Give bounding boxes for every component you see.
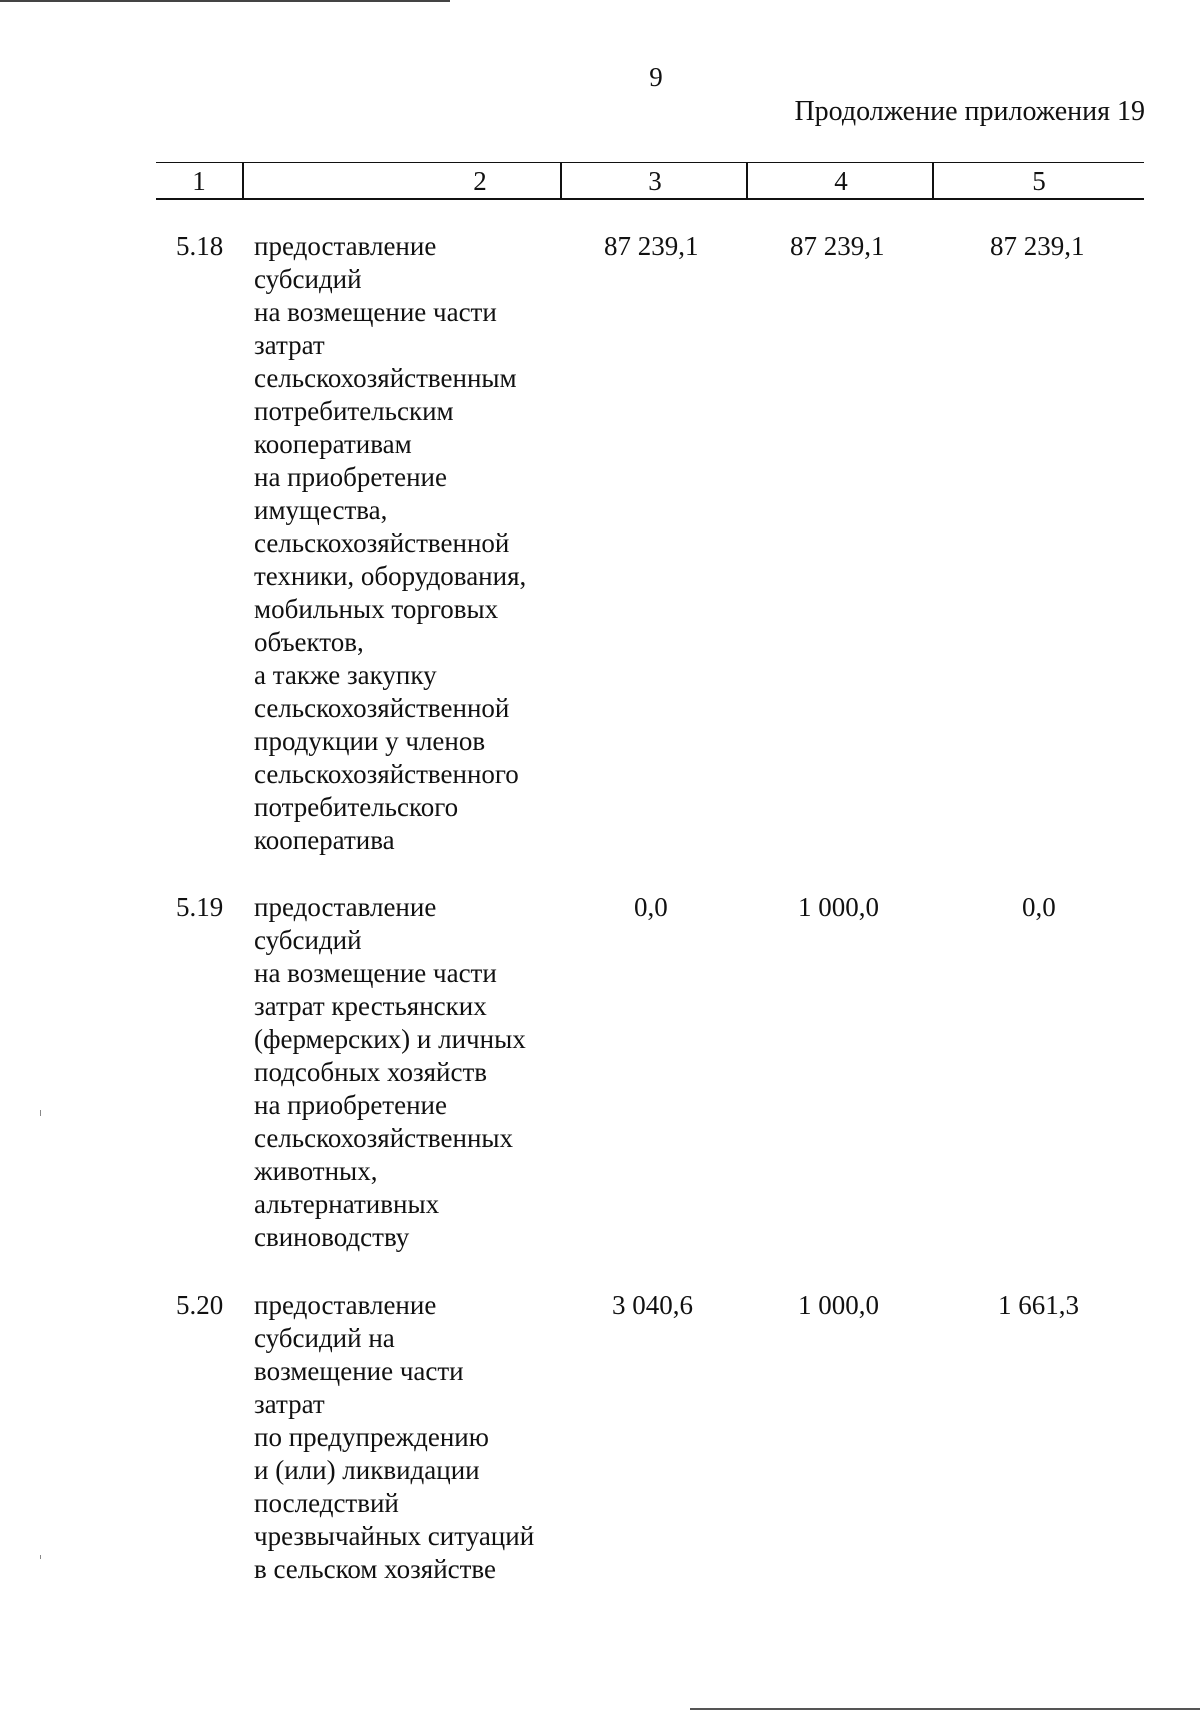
description-line: подсобных хозяйств	[254, 1057, 488, 1087]
description-line: сельскохозяйственной	[254, 528, 510, 558]
description-line: затрат крестьянских	[254, 991, 487, 1021]
row-number: 5.20	[176, 1290, 224, 1320]
description-line: по предупреждению	[254, 1422, 489, 1452]
description-line: сельскохозяйственного	[254, 759, 519, 789]
description-line: потребительского	[254, 792, 459, 822]
description-line: предоставление	[254, 231, 437, 261]
table-header-cell: 2	[473, 166, 487, 196]
description-line: кооператива	[254, 825, 395, 855]
description-line: предоставление	[254, 892, 437, 922]
continuation-title: Продолжение приложения 19	[794, 96, 1145, 127]
row-description	[254, 230, 594, 857]
value-col4: 87 239,1	[790, 231, 885, 261]
value-col5: 0,0	[1022, 892, 1056, 922]
value-col4: 1 000,0	[798, 1290, 879, 1320]
description-line: сельскохозяйственных	[254, 1123, 514, 1153]
description-line: субсидий	[254, 925, 362, 955]
description-line: животных,	[254, 1156, 378, 1186]
value-col3: 3 040,6	[612, 1290, 693, 1320]
row-number: 5.18	[176, 231, 224, 261]
table-header-cell: 5	[1032, 166, 1046, 196]
description-line: субсидий на	[254, 1323, 395, 1353]
description-line: а также закупку	[254, 660, 437, 690]
scan-speck	[40, 1555, 41, 1559]
description-line: техники, оборудования,	[254, 561, 527, 591]
description-line: потребительским	[254, 396, 454, 426]
description-line: в сельском хозяйстве	[254, 1554, 496, 1584]
value-col3: 87 239,1	[604, 231, 699, 261]
description-line: на приобретение	[254, 462, 447, 492]
scan-edge-line	[690, 1708, 1200, 1710]
value-col4: 1 000,0	[798, 892, 879, 922]
table-header-row	[156, 162, 1144, 200]
description-line: чрезвычайных ситуаций	[254, 1521, 535, 1551]
row-description	[254, 1289, 594, 1586]
description-line: на приобретение	[254, 1090, 447, 1120]
description-line: мобильных торговых	[254, 594, 499, 624]
description-line: субсидий	[254, 264, 362, 294]
row-number: 5.19	[176, 892, 224, 922]
row-description	[254, 891, 594, 1254]
table-header-cell: 1	[192, 166, 206, 196]
scan-speck	[40, 1110, 41, 1116]
description-line: и (или) ликвидации	[254, 1455, 480, 1485]
description-line: (фермерских) и личных	[254, 1024, 526, 1054]
table-header-cell: 3	[648, 166, 662, 196]
description-line: кооперативам	[254, 429, 412, 459]
description-line: продукции у членов	[254, 726, 486, 756]
description-line: возмещение части	[254, 1356, 464, 1386]
description-line: затрат	[254, 1389, 325, 1419]
description-line: сельскохозяйственной	[254, 693, 510, 723]
value-col3: 0,0	[634, 892, 668, 922]
value-col5: 87 239,1	[990, 231, 1085, 261]
scan-edge-line	[0, 0, 450, 2]
description-line: на возмещение части	[254, 297, 497, 327]
description-line: объектов,	[254, 627, 364, 657]
description-line: сельскохозяйственным	[254, 363, 517, 393]
description-line: последствий	[254, 1488, 399, 1518]
description-line: на возмещение части	[254, 958, 497, 988]
description-line: затрат	[254, 330, 325, 360]
description-line: альтернативных	[254, 1189, 440, 1219]
page-number: 9	[649, 62, 663, 92]
description-line: имущества,	[254, 495, 388, 525]
description-line: свиноводству	[254, 1222, 410, 1252]
description-line: предоставление	[254, 1290, 437, 1320]
table-header-cell: 4	[834, 166, 848, 196]
value-col5: 1 661,3	[998, 1290, 1079, 1320]
